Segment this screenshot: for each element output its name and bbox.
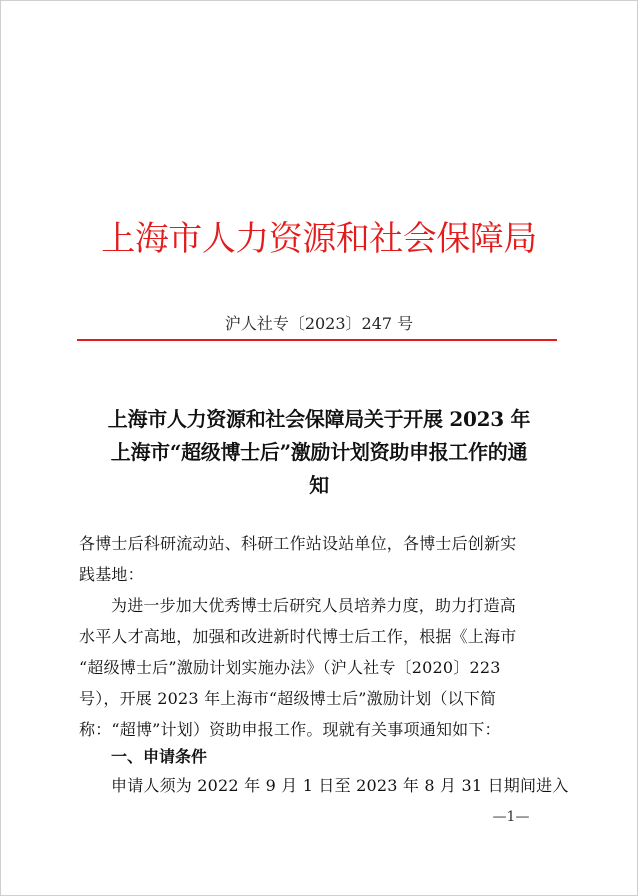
document-title-line-3: 知	[309, 473, 329, 497]
document-title-line-2: 上海市“超级博士后”激励计划资助申报工作的通	[110, 440, 528, 464]
paragraph-1-line-3: “超级博士后”激励计划实施办法》（沪人社专〔2020〕223	[79, 658, 501, 677]
paragraph-2-line-1: 申请人须为 2022 年 9 月 1 日至 2023 年 8 月 31 日期间进入	[111, 776, 569, 795]
section-1-heading: 一、申请条件	[111, 747, 208, 766]
page-number: —1—	[492, 809, 530, 825]
paragraph-1-line-2: 水平人才高地，加强和改进新时代博士后工作，根据《上海市	[79, 627, 517, 646]
recipients-line-1: 各博士后科研流动站、科研工作站设站单位，各博士后创新实	[79, 534, 517, 553]
recipients-line-2: 践基地：	[79, 565, 144, 584]
document-title-line-1: 上海市人力资源和社会保障局关于开展 2023 年	[107, 407, 531, 431]
issuing-agency-header: 上海市人力资源和社会保障局	[101, 219, 537, 259]
paragraph-1-line-5: 称：“超博”计划）资助申报工作。现就有关事项通知如下：	[79, 720, 501, 739]
paragraph-1-line-1: 为进一步加大优秀博士后研究人员培养力度，助力打造高	[111, 596, 517, 615]
red-divider-line	[77, 339, 557, 341]
document-number: 沪人社专〔2023〕247 号	[224, 314, 414, 333]
paragraph-1-line-4: 号），开展 2023 年上海市“超级博士后”激励计划（以下简	[79, 689, 497, 708]
